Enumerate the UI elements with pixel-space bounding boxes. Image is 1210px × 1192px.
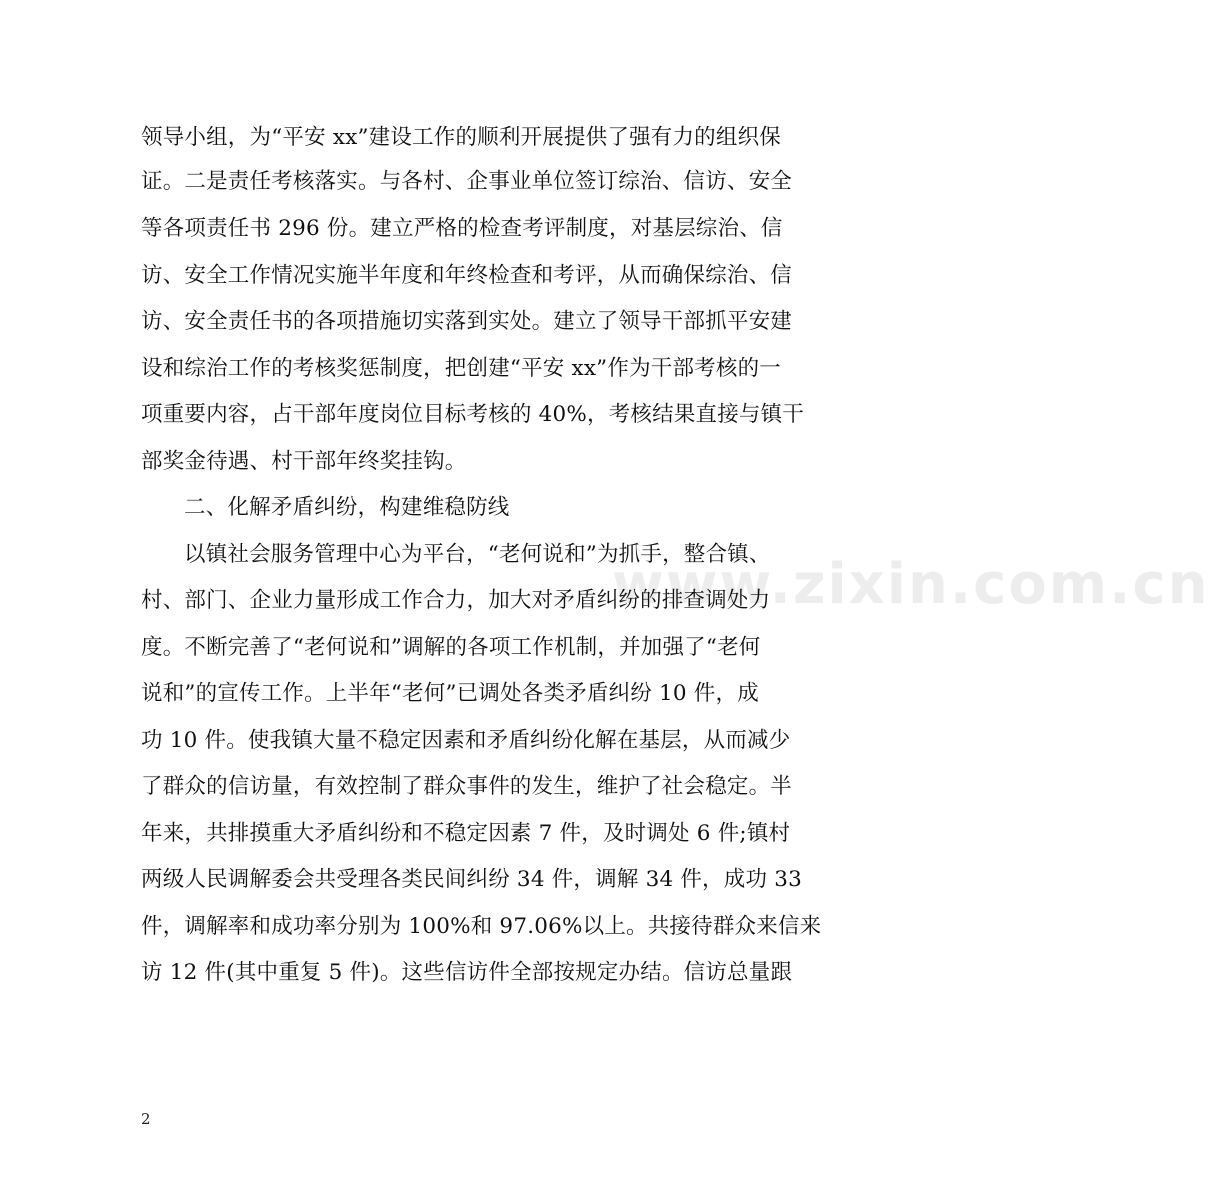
body-text-line: 访、安全工作情况实施半年度和年终检查和考评，从而确保综治、信: [141, 263, 793, 288]
body-text-line: 年来，共排摸重大矛盾纠纷和不稳定因素 7 件，及时调处 6 件;镇村: [141, 821, 791, 846]
watermark: www.zixin.com.cn: [612, 552, 1210, 617]
page-number: 2: [141, 1110, 151, 1128]
body-text-line: 证。二是责任考核落实。与各村、企事业单位签订综治、信访、安全: [141, 169, 793, 194]
body-text-line: 以镇社会服务管理中心为平台，“老何说和”为抓手，整合镇、: [184, 542, 771, 567]
body-text-line: 领导小组，为“平安 xx”建设工作的顺利开展提供了强有力的组织保: [141, 125, 781, 150]
section-heading: 二、化解矛盾纠纷，构建维稳防线: [184, 495, 510, 520]
body-text-line: 等各项责任书 296 份。建立严格的检查考评制度，对基层综治、信: [141, 216, 783, 241]
body-text-line: 村、部门、企业力量形成工作合力，加大对矛盾纠纷的排查调处力: [141, 588, 771, 613]
body-text-line: 设和综治工作的考核奖惩制度，把创建“平安 xx”作为干部考核的一: [141, 356, 781, 381]
body-text-line: 项重要内容，占干部年度岗位目标考核的 40%，考核结果直接与镇干: [141, 402, 805, 427]
body-text-line: 度。不断完善了“老何说和”调解的各项工作机制，并加强了“老何: [141, 635, 761, 660]
body-text-line: 部奖金待遇、村干部年终奖挂钩。: [141, 449, 467, 474]
body-text-line: 访 12 件(其中重复 5 件)。这些信访件全部按规定办结。信访总量跟: [141, 960, 793, 985]
body-text-line: 两级人民调解委会共受理各类民间纠纷 34 件，调解 34 件，成功 33: [141, 867, 802, 892]
body-text-line: 访、安全责任书的各项措施切实落到实处。建立了领导干部抓平安建: [141, 309, 793, 334]
body-text-line: 件，调解率和成功率分别为 100%和 97.06%以上。共接待群众来信来: [141, 914, 822, 939]
body-text-line: 了群众的信访量，有效控制了群众事件的发生，维护了社会稳定。半: [141, 774, 793, 799]
body-text-line: 功 10 件。使我镇大量不稳定因素和矛盾纠纷化解在基层，从而减少: [141, 728, 791, 753]
body-text-line: 说和”的宣传工作。上半年“老何”已调处各类矛盾纠纷 10 件，成: [141, 681, 759, 706]
